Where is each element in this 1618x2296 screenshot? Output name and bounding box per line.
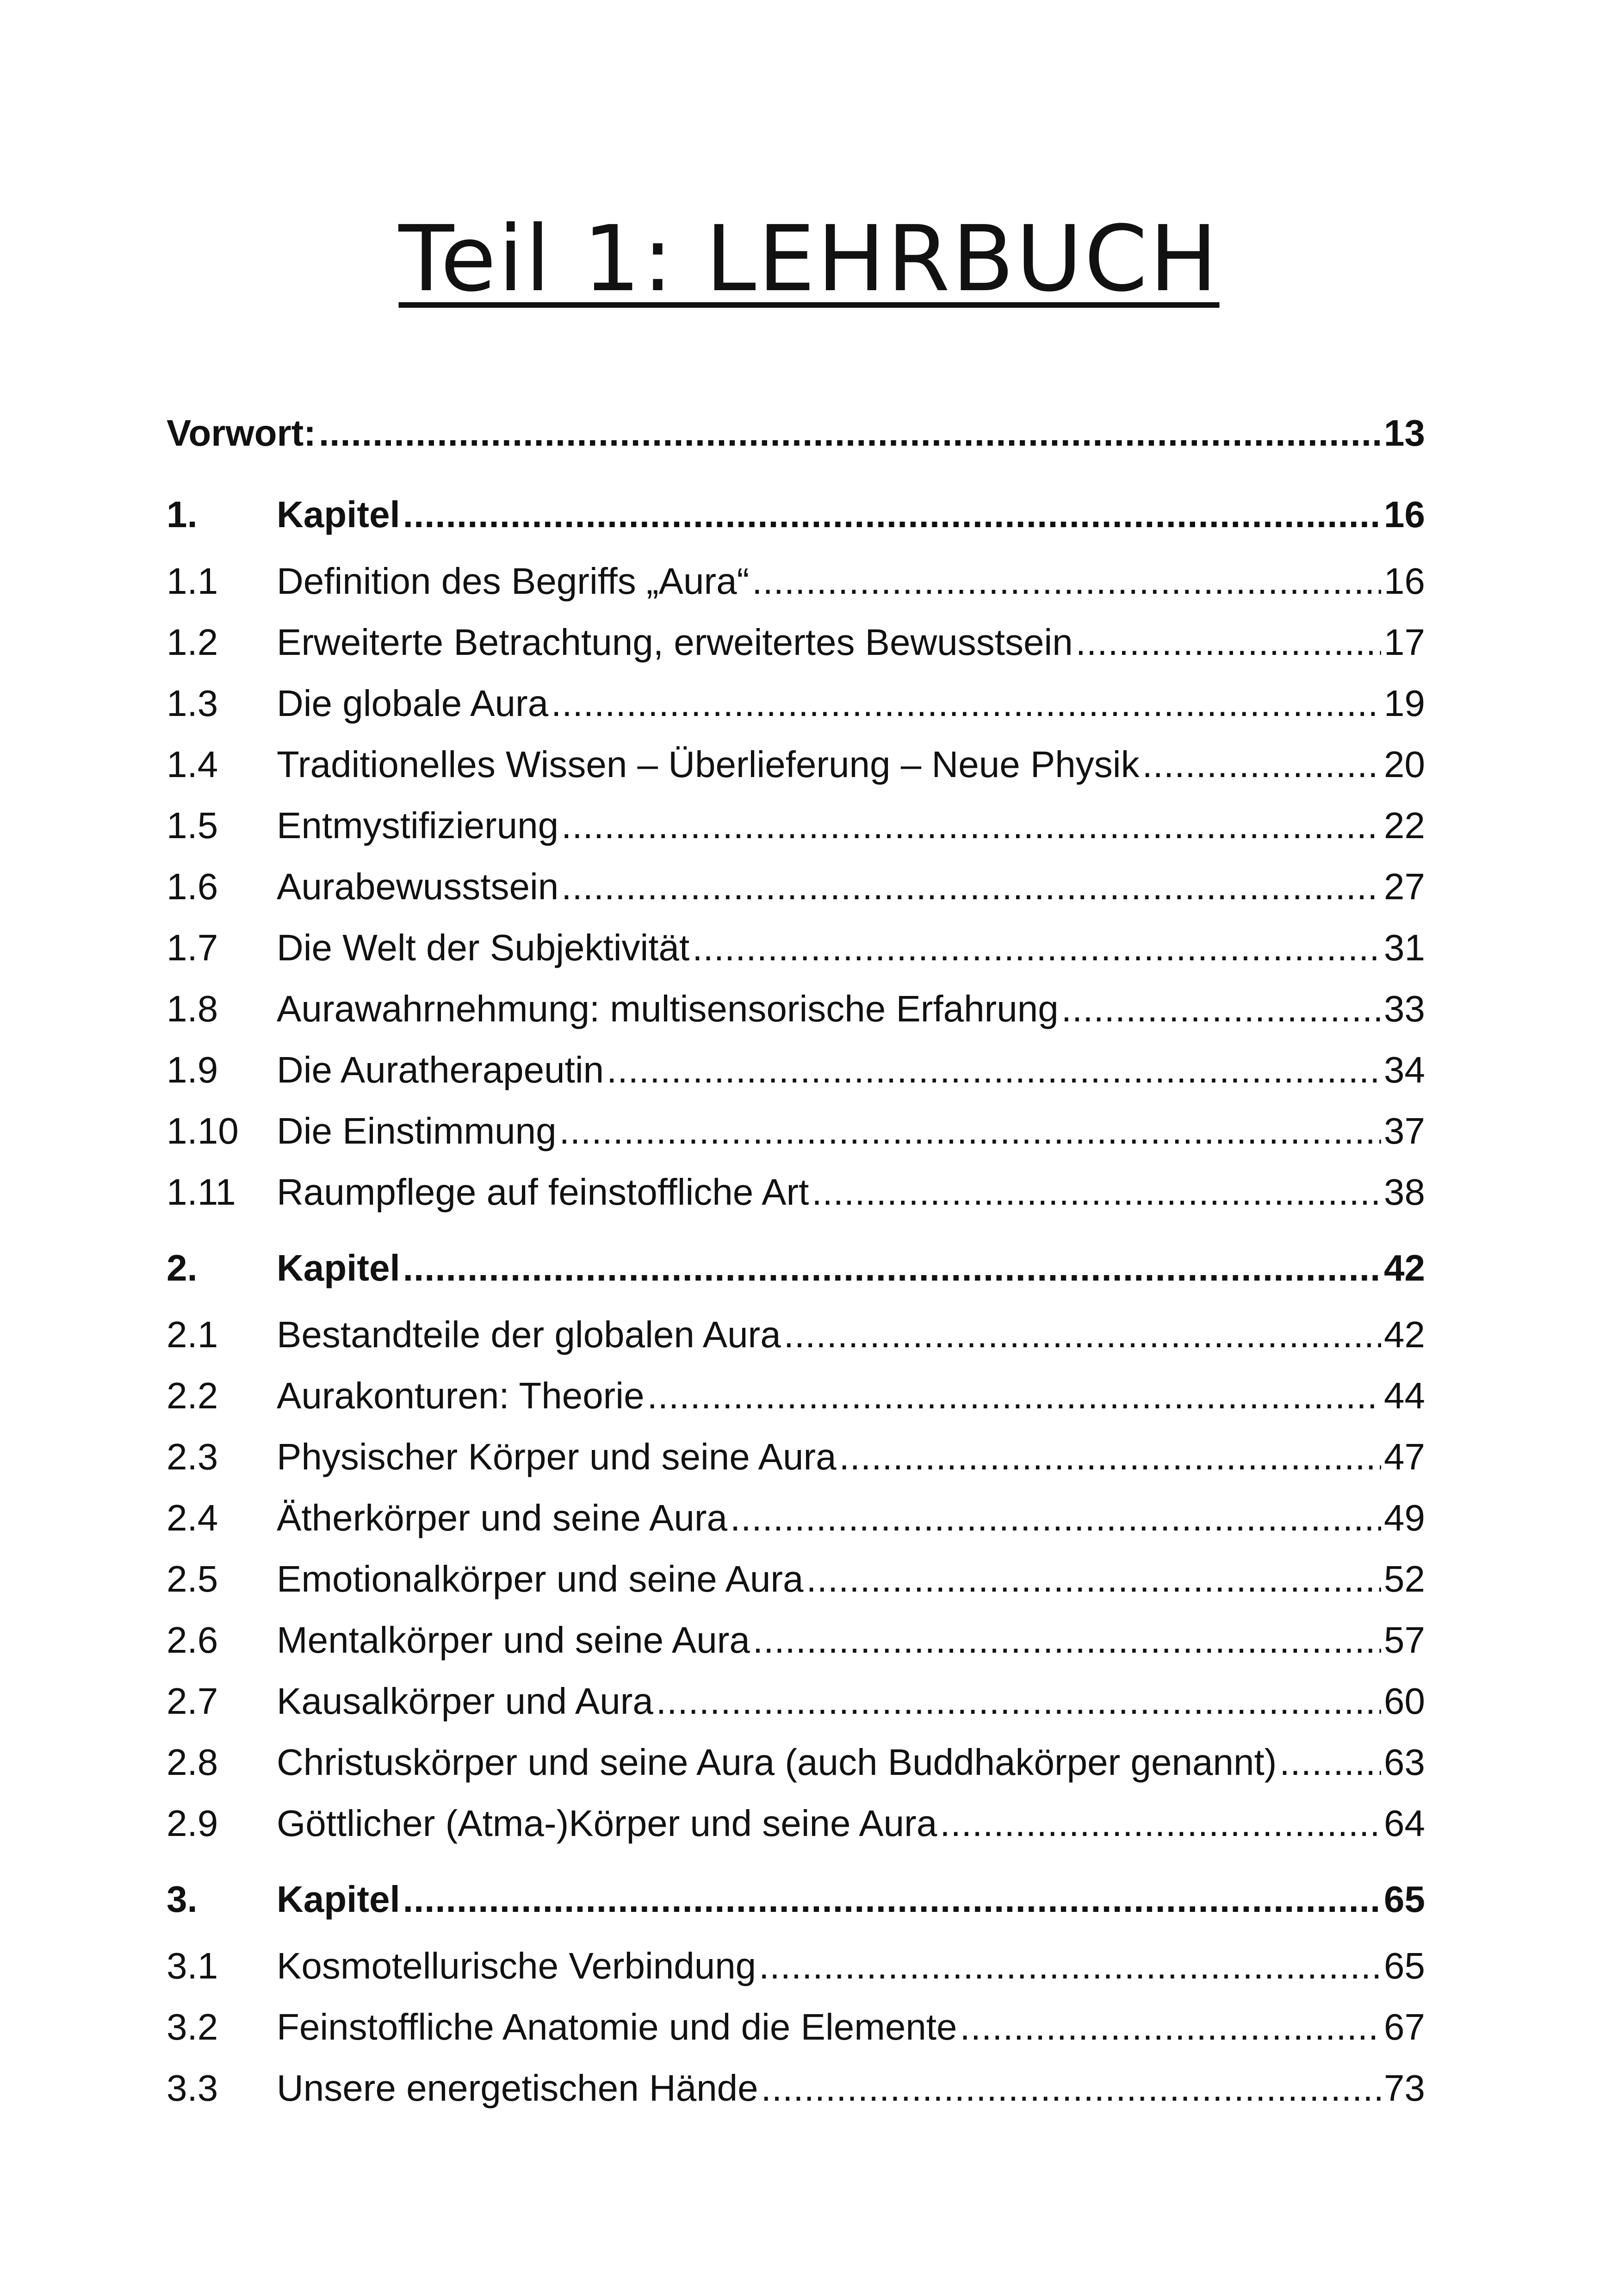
toc-entry-number: 3. — [167, 1879, 198, 1920]
toc-entry-number: 2. — [167, 1247, 198, 1288]
toc-entry-page: 64 — [1384, 1803, 1425, 1844]
toc-dot-leader — [1061, 978, 1381, 1039]
toc-entry-page: 16 — [1384, 494, 1425, 535]
toc-entry-page: 52 — [1384, 1558, 1425, 1599]
toc-dot-leader — [561, 856, 1381, 917]
toc-entry-page: 17 — [1384, 622, 1425, 663]
toc-entry[interactable] — [167, 1487, 1425, 1549]
toc-entry-page: 37 — [1384, 1110, 1425, 1151]
toc-entry-page: 44 — [1384, 1375, 1425, 1416]
toc-dot-leader — [784, 1304, 1381, 1365]
toc-entry-number: 2.8 — [167, 1742, 218, 1783]
toc-entry-page: 22 — [1384, 805, 1425, 846]
toc-dot-leader — [839, 1426, 1381, 1487]
toc-entry-number: 1.11 — [167, 1171, 236, 1213]
toc-entry-number: 2.3 — [167, 1436, 218, 1477]
toc-dot-leader — [319, 397, 1381, 469]
toc-entry[interactable] — [167, 479, 1425, 551]
toc-entry[interactable] — [167, 1671, 1425, 1732]
toc-entry-title: Feinstoffliche Anatomie und die Elemente — [277, 2006, 957, 2047]
toc-entry-title: Die Einstimmung — [277, 1110, 557, 1151]
toc-entry-page: 16 — [1384, 560, 1425, 602]
toc-dot-leader — [761, 2058, 1381, 2119]
toc-entry-number: 1.3 — [167, 683, 218, 724]
toc-entry-title: Die Auratherapeutin — [277, 1049, 604, 1090]
toc-entry[interactable] — [167, 1610, 1425, 1671]
toc-entry-title: Aurabewusstsein — [277, 866, 559, 907]
toc-entry-title: Definition des Begriffs „Aura“ — [277, 560, 750, 602]
toc-entry-number: 2.1 — [167, 1314, 218, 1355]
toc-entry-title: Physischer Körper und seine Aura — [277, 1436, 837, 1477]
toc-entry[interactable] — [167, 1732, 1425, 1793]
toc-entry[interactable] — [167, 1365, 1425, 1426]
toc-entry[interactable] — [167, 1162, 1425, 1223]
toc-entry-number: 3.1 — [167, 1945, 218, 1986]
toc-dot-leader — [551, 673, 1381, 734]
toc-entry[interactable] — [167, 1935, 1425, 1997]
toc-dot-leader — [960, 1997, 1381, 2058]
toc-entry-page: 65 — [1384, 1945, 1425, 1986]
toc-entry-number: 2.6 — [167, 1619, 218, 1661]
toc-entry-title: Traditionelles Wissen – Überlieferung – Neue Physik — [277, 744, 1140, 785]
toc-entry[interactable] — [167, 1863, 1425, 1935]
toc-dot-leader — [753, 1610, 1381, 1671]
toc-entry[interactable] — [167, 917, 1425, 978]
toc-entry[interactable] — [167, 397, 1425, 469]
toc-dot-leader — [692, 917, 1381, 978]
toc-entry-number: 2.2 — [167, 1375, 218, 1416]
toc-entry-number: 3.2 — [167, 2006, 218, 2047]
toc-entry-title: Raumpflege auf feinstoffliche Art — [277, 1171, 809, 1213]
toc-entry-page: 33 — [1384, 988, 1425, 1029]
toc-dot-leader — [647, 1365, 1381, 1426]
toc-entry[interactable] — [167, 1039, 1425, 1101]
toc-dot-leader — [607, 1039, 1381, 1101]
toc-entry-number: 3.3 — [167, 2067, 218, 2109]
toc-entry-title: Kausalkörper und Aura — [277, 1680, 653, 1722]
toc-entry[interactable] — [167, 673, 1425, 734]
toc-entry-page: 57 — [1384, 1619, 1425, 1661]
toc-entry-title: Die Welt der Subjektivität — [277, 927, 690, 968]
table-of-contents — [167, 397, 1425, 2119]
toc-entry-number: 2.9 — [167, 1803, 218, 1844]
toc-entry-title: Die globale Aura — [277, 683, 549, 724]
toc-entry-number: 1.8 — [167, 988, 218, 1029]
toc-dot-leader — [1076, 612, 1381, 673]
toc-entry-page: 42 — [1384, 1314, 1425, 1355]
toc-entry[interactable] — [167, 1426, 1425, 1487]
toc-entry-number: 2.5 — [167, 1558, 218, 1599]
toc-entry-page: 60 — [1384, 1680, 1425, 1722]
toc-entry[interactable] — [167, 795, 1425, 856]
toc-entry-page: 42 — [1384, 1247, 1425, 1288]
toc-entry-page: 65 — [1384, 1879, 1425, 1920]
toc-dot-leader — [403, 1863, 1381, 1935]
toc-entry-number: 1.6 — [167, 866, 218, 907]
toc-entry[interactable] — [167, 1304, 1425, 1365]
toc-entry[interactable] — [167, 978, 1425, 1039]
toc-entry-number: 1.1 — [167, 560, 218, 602]
toc-entry[interactable] — [167, 1549, 1425, 1610]
toc-entry-title: Ätherkörper und seine Aura — [277, 1497, 727, 1538]
toc-dot-leader — [403, 1232, 1381, 1304]
toc-dot-leader — [1142, 734, 1381, 795]
toc-entry-number: 1.7 — [167, 927, 218, 968]
toc-entry-page: 47 — [1384, 1436, 1425, 1477]
toc-entry-number: 1.10 — [167, 1110, 239, 1151]
toc-entry-title: Erweiterte Betrachtung, erweitertes Bewusstsein — [277, 622, 1073, 663]
toc-entry-number: 2.4 — [167, 1497, 218, 1538]
toc-entry[interactable] — [167, 1997, 1425, 2058]
toc-entry-title: Kosmotellurische Verbindung — [277, 1945, 756, 1986]
toc-dot-leader — [940, 1793, 1381, 1854]
toc-entry-page: 34 — [1384, 1049, 1425, 1090]
toc-entry-page: 27 — [1384, 866, 1425, 907]
toc-entry-page: 13 — [1384, 412, 1425, 454]
toc-entry[interactable] — [167, 1793, 1425, 1854]
toc-entry-title: Bestandteile der globalen Aura — [277, 1314, 781, 1355]
toc-entry[interactable] — [167, 856, 1425, 917]
toc-entry-number: 2.7 — [167, 1680, 218, 1722]
toc-entry-title: Entmystifizierung — [277, 805, 559, 846]
toc-entry-page: 49 — [1384, 1497, 1425, 1538]
toc-entry-number: 1.5 — [167, 805, 218, 846]
toc-dot-leader — [403, 479, 1381, 551]
toc-dot-leader — [759, 1935, 1381, 1997]
toc-entry-title: Göttlicher (Atma-)Körper und seine Aura — [277, 1803, 937, 1844]
toc-entry-title: Aurawahrnehmung: multisensorische Erfahrung — [277, 988, 1059, 1029]
toc-entry-title: Kapitel — [277, 1879, 400, 1920]
toc-entry-title: Unsere energetischen Hände — [277, 2067, 758, 2109]
toc-entry-title: Kapitel — [277, 494, 400, 535]
toc-entry-number: 1.2 — [167, 622, 218, 663]
toc-dot-leader — [1279, 1732, 1381, 1793]
toc-entry-title: Emotionalkörper und seine Aura — [277, 1558, 804, 1599]
toc-entry-number: 1. — [167, 494, 198, 535]
toc-entry-page: 38 — [1384, 1171, 1425, 1213]
toc-entry-page: 31 — [1384, 927, 1425, 968]
toc-dot-leader — [730, 1487, 1381, 1549]
toc-entry-page: 67 — [1384, 2006, 1425, 2047]
toc-entry[interactable] — [167, 612, 1425, 673]
toc-dot-leader — [812, 1162, 1381, 1223]
toc-entry-number: 1.4 — [167, 744, 218, 785]
toc-entry-page: 63 — [1384, 1742, 1425, 1783]
toc-dot-leader — [752, 551, 1381, 612]
toc-entry[interactable] — [167, 1232, 1425, 1304]
toc-entry-title: Kapitel — [277, 1247, 400, 1288]
toc-entry[interactable] — [167, 551, 1425, 612]
toc-entry[interactable] — [167, 734, 1425, 795]
toc-dot-leader — [561, 795, 1381, 856]
toc-dot-leader — [806, 1549, 1381, 1610]
toc-entry-number: Vorwort: — [167, 412, 316, 454]
toc-entry-title: Christuskörper und seine Aura (auch Buddhakörper genannt) — [277, 1742, 1277, 1783]
toc-entry[interactable] — [167, 1101, 1425, 1162]
toc-entry-title: Mentalkörper und seine Aura — [277, 1619, 750, 1661]
toc-dot-leader — [559, 1101, 1381, 1162]
toc-entry-page: 20 — [1384, 744, 1425, 785]
toc-entry-title: Aurakonturen: Theorie — [277, 1375, 645, 1416]
toc-entry[interactable] — [167, 2058, 1425, 2119]
toc-dot-leader — [656, 1671, 1381, 1732]
toc-entry-page: 19 — [1384, 683, 1425, 724]
page-title: Teil 1: LEHRBUCH — [398, 206, 1220, 312]
toc-entry-number: 1.9 — [167, 1049, 218, 1090]
toc-entry-page: 73 — [1384, 2067, 1425, 2109]
